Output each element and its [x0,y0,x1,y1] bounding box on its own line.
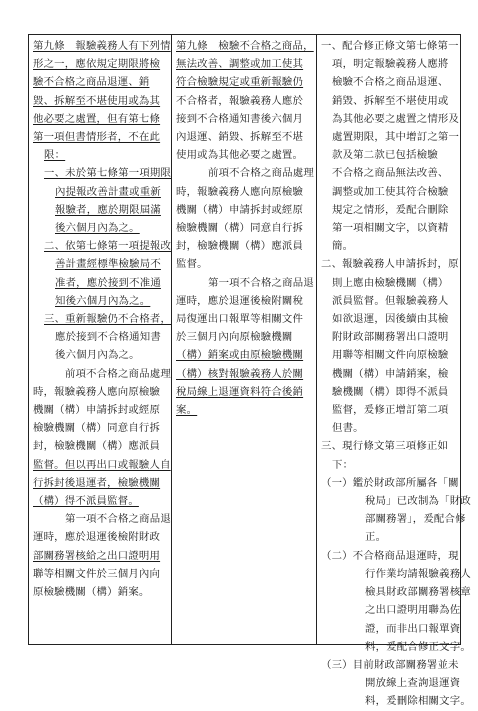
amended-line-text: 內提報改善計畫或重新 [55,185,161,198]
explanation-line [321,437,471,455]
current-line-text: 檢驗機關（構）同意自行拆 [176,222,304,235]
amended-line [33,237,172,255]
explanation-line [321,528,471,546]
amended-line [33,510,171,528]
explanation-line-text: 銷毀、拆解至不堪使用或 [332,94,449,107]
current-line-text: 無法改善、調整或加工使其 [176,58,304,71]
current-line [176,401,313,419]
explanation-line-text: 用聯等相關文件向原檢驗 [332,349,449,362]
explanation-line-text: 款及第二款已包括檢驗 [332,149,438,162]
amended-line [33,37,171,55]
amended-line-text: 聯等相關文件於三個月內向 [33,567,161,580]
explanation-line [321,565,471,583]
amended-line [33,583,168,601]
explanation-line [321,583,471,601]
amended-line-text: 監督。但以再出口或報驗人自 [33,458,171,471]
explanation-line [321,164,471,182]
explanation-line [321,492,471,510]
explanation-line-text: 一、配合修正條文第七條第一 [321,40,459,52]
explanation-line-text: 簡。 [332,240,354,253]
explanation-line-text: （二）不合格商品退運時，現 [321,549,459,562]
amended-line [33,474,168,492]
current-line [176,310,313,328]
current-line [176,328,313,346]
explanation-line-text: 行作業均請報驗義務人 [365,567,471,580]
explanation-line-text: 之出口證明用聯為佐 [365,604,461,617]
explanation-line-text: 正。 [365,531,387,544]
current-line-text: 監督。 [176,258,208,271]
amended-line-text: 二、依第七條第一項提報改 [44,240,172,253]
current-line-text: 時，報驗義務人應向原檢驗 [176,185,304,198]
explanation-line-text: 料，爰配合修正文字。 [365,640,471,653]
current-line [176,55,313,73]
explanation-line [321,110,471,128]
amended-line-text: 原檢驗機關（構）銷案。 [33,586,150,599]
current-text-column [172,35,317,644]
amended-line-text: 後六個月內為之。 [55,222,140,235]
explanation-line-text: 機關（構）申請銷案，檢 [332,367,449,380]
explanation-line [321,255,471,273]
current-line [176,37,313,55]
explanation-line-text: （一）鑑於財政部所屬各「關 [321,476,459,489]
amended-line-text: （構）得不派員監督。 [33,495,139,508]
amended-line-text: 運時，應於退運後檢附財政 [33,531,161,544]
explanation-line [321,201,471,219]
explanation-line-text: 但書。 [332,422,364,435]
amended-line-text: 善計畫經標準檢驗局不 [55,258,161,271]
explanation-line [321,292,471,310]
current-line-text: （構）核對報驗義務人於關 [176,367,304,380]
amended-line [33,310,172,328]
amended-line-text: 知後六個月內為之。 [55,294,151,307]
current-line-text: 接到不合格通知書後六個月 [176,112,304,125]
explanation-line [321,73,471,91]
current-line-text: 第一項不合格之商品退 [208,276,314,289]
current-line-text: 使用或為其他必要之處置。 [176,149,304,162]
current-line [176,92,313,110]
current-line-text: 稅局線上退運資料符合後銷 [176,385,304,398]
current-line [176,383,313,401]
explanation-line-text: 證，而非出口報單資 [365,622,461,635]
current-line-text: 於三個月內向原檢驗機關 [176,331,293,344]
explanation-line-text: 監督，爰修正增訂第二項 [332,404,449,417]
amended-line [33,219,168,237]
amended-line-text: 毀、拆解至不堪使用或為其 [33,94,161,107]
comparison-table [28,34,471,708]
amended-line [33,528,168,546]
amended-line [33,383,168,401]
explanation-line-text: 規定之情形，爰配合刪除 [332,203,449,216]
explanation-line-text: 為其他必要之處置之情形及 [332,112,460,125]
amended-line [33,492,168,510]
current-line-text: 內退運、銷毀、拆解至不堪 [176,131,304,144]
explanation-line-text: 稅局」已改制為「財政 [365,495,471,508]
explanation-line-text: 不合格之商品無法改善、 [332,167,449,180]
explanation-line [321,310,471,328]
amended-line-text: 准者，應於接到不准通 [55,276,161,289]
amended-line [33,456,171,474]
explanation-line [321,638,471,656]
current-line [176,274,313,292]
amended-line [33,328,168,346]
amended-line [33,55,168,73]
amended-line-text: 形之一，應依規定期限將檢 [33,58,161,71]
explanation-line-text: 驗機關（構）即得不派員 [332,385,449,398]
current-line-text: 機關（構）申請拆封或經原 [176,203,304,216]
explanation-line [321,620,471,638]
explanation-line-text: 下： [332,458,354,471]
amended-line-text: 前項不合格之商品處理 [65,367,171,380]
amended-line [33,419,168,437]
explanation-line [321,419,471,437]
amended-line [33,365,171,383]
amended-line [33,201,168,219]
explanation-line [321,274,471,292]
explanation-line [321,128,471,146]
explanation-line-text: 派員監督。但報驗義務人 [332,294,449,307]
amended-line [33,401,168,419]
explanation-line [321,37,471,55]
amended-line-text: 行拆封後退運者，檢驗機關 [33,476,161,489]
current-line-text: （構）銷案或由原檢驗機關 [176,349,304,362]
amended-line [33,547,168,565]
explanation-line [321,383,471,401]
current-line [176,146,313,164]
amended-line [33,274,168,292]
current-line-text: 符合檢驗規定或重新報驗仍 [176,76,304,89]
current-line-text: 不合格者，報驗義務人應於 [176,94,304,107]
current-line [176,255,313,273]
amended-line [33,255,168,273]
amended-line [33,146,168,164]
explanation-line-text: 項，明定報驗義務人應將 [332,58,449,71]
amended-line-text: 機關（構）申請拆封或經原 [33,404,161,417]
explanation-line [321,146,471,164]
current-line-text: 案。 [176,404,198,417]
explanation-line-text: 處置期限，其中增訂之第一 [332,131,460,144]
explanation-line-text: 調整或加工使其符合檢驗 [332,185,449,198]
explanation-line [321,219,471,237]
amended-line-text: 他必要之處置，但有第七條 [33,112,161,125]
amended-line-text: 應於接到不合格通知書 [55,331,161,344]
amended-line [33,128,168,146]
amended-line-text: 後六個月內為之。 [55,349,140,362]
explanation-line-text: 第一項相關文字，以資精 [332,222,449,235]
current-line-text: 第九條 檢驗不合格之商品， [176,40,314,52]
current-line [176,346,313,364]
amended-line-text: 封，檢驗機關（構）應派員 [33,440,161,453]
explanation-line [321,456,471,474]
amended-line [33,92,168,110]
amended-line-text: 時，報驗義務人應向原檢驗 [33,385,161,398]
explanation-column [317,35,474,708]
explanation-line [321,237,471,255]
amended-text-column [29,35,172,644]
explanation-line-text: 二、報驗義務人申請拆封，原 [321,258,459,271]
explanation-line-text: 附財政部關務署出口證明 [332,331,449,344]
amended-line [33,164,172,182]
current-line [176,201,313,219]
amended-line-text: 部關務署核給之出口證明用 [33,549,161,562]
amended-line-text: 三、重新報驗仍不合格者， [44,313,172,326]
amended-line [33,565,168,583]
current-line [176,237,313,255]
current-line [176,164,313,182]
current-line-text: 運時，應於退運後檢附關稅 [176,294,304,307]
current-line [176,73,313,91]
amended-line-text: 第一項不合格之商品退 [65,513,171,526]
amended-line [33,110,168,128]
current-line-text: 前項不合格之商品處理 [208,167,314,180]
amended-line-text: 報驗者，應於期限屆滿 [55,203,161,216]
explanation-line-text: 三、現行條文第三項修正如 [321,440,449,453]
explanation-line [321,547,471,565]
explanation-line [321,656,471,674]
amended-line-text: 驗不合格之商品退運、銷 [33,76,150,89]
amended-line [33,183,168,201]
current-line [176,365,313,383]
explanation-line [321,92,471,110]
explanation-line [321,346,471,364]
explanation-line-text: 檢具財政部關務署核章 [365,586,471,599]
amended-line [33,346,168,364]
explanation-line [321,365,471,383]
amended-line-text: 限： [44,149,66,162]
amended-line-text: 第一項但書情形者，不在此 [33,131,161,144]
explanation-line-text: 檢驗不合格之商品退運、 [332,76,449,89]
current-line-text: 封，檢驗機關（構）應派員 [176,240,304,253]
current-line [176,128,313,146]
explanation-line [321,692,471,710]
current-line [176,110,313,128]
explanation-line-text: 則上應由檢驗機關（構） [332,276,449,289]
explanation-line-text: 如欲退運，因後續由其檢 [332,313,449,326]
explanation-line [321,601,471,619]
explanation-line-text: 料，爰刪除相關文字。 [365,695,471,708]
explanation-line [321,510,471,528]
amended-line [33,73,168,91]
current-line [176,219,313,237]
current-line [176,183,313,201]
explanation-line-text: 開放線上查詢退運資 [365,677,461,690]
explanation-line [321,674,471,692]
amended-line-text: 一、未於第七條第一項期限 [44,167,172,180]
explanation-line-text: 部關務署」，爰配合修 [365,513,466,526]
explanation-line [321,328,471,346]
amended-line-text: 第九條 報驗義務人有下列情 [33,40,171,52]
amended-line-text: 檢驗機關（構）同意自行拆 [33,422,161,435]
explanation-line-text: （三）目前財政部關務署並未 [321,658,459,671]
amended-line [33,437,168,455]
explanation-line [321,474,471,492]
amended-line [33,292,168,310]
explanation-line [321,401,471,419]
explanation-line [321,183,471,201]
current-line [176,292,313,310]
explanation-line [321,55,471,73]
current-line-text: 局復運出口報單等相關文件 [176,313,304,326]
